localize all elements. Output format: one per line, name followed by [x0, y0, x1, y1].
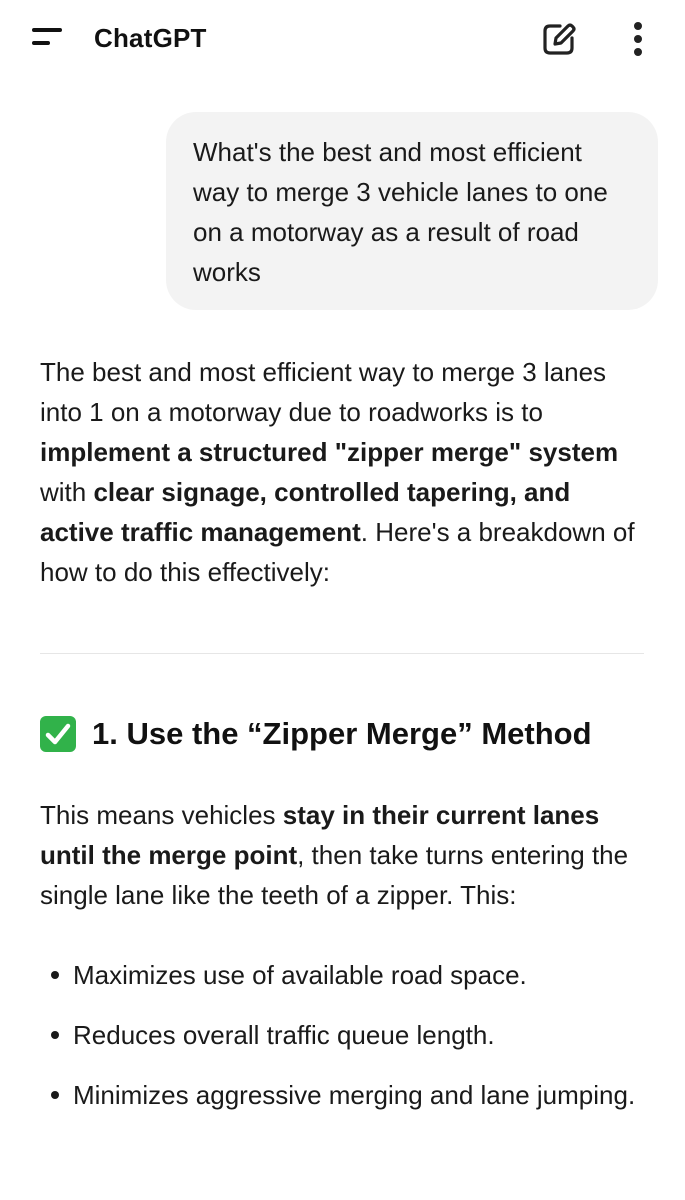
new-chat-icon[interactable] [538, 18, 580, 60]
bullet-icon [51, 971, 59, 979]
more-options-icon[interactable] [622, 18, 654, 60]
check-mark-icon [40, 716, 76, 752]
assistant-intro-paragraph [40, 352, 648, 592]
para-text-1: This means vehicles [40, 800, 283, 830]
user-message-bubble [166, 112, 658, 310]
bullet-icon [51, 1091, 59, 1099]
para-bold-1: stay in their current lanes until the merge point [40, 800, 600, 870]
list-item-text: Minimizes aggressive merging and lane jumping. [73, 1080, 636, 1110]
benefits-list [40, 955, 648, 1135]
list-item [40, 955, 648, 995]
intro-text-3: . Here's a breakdown of how to do this effectively: [40, 517, 635, 587]
para-text-2: , then take turns entering the single lane like the teeth of a zipper. This: [40, 840, 629, 910]
top-bar [0, 0, 685, 78]
list-item-text: Reduces overall traffic queue length. [73, 1020, 495, 1050]
section-heading [40, 712, 660, 756]
user-message-text: What's the best and most efficient way to merge 3 vehicle lanes to one on a motorway as a result of road works [193, 137, 608, 287]
intro-bold-1: implement a structured "zipper merge" system [40, 437, 619, 467]
menu-icon[interactable] [30, 26, 64, 50]
list-item [40, 1075, 648, 1115]
section-paragraph [40, 795, 648, 915]
section-heading-text: 1. Use the “Zipper Merge” Method [92, 716, 592, 751]
intro-text-1: The best and most efficient way to merge 3 lanes into 1 on a motorway due to roadworks is to [40, 357, 607, 427]
intro-text-2: with [40, 477, 94, 507]
list-item [40, 1015, 648, 1055]
assistant-message [40, 352, 648, 592]
intro-bold-2: clear signage, controlled tapering, and active traffic management [40, 477, 571, 547]
app-title: ChatGPT [94, 23, 207, 53]
list-item-text: Maximizes use of available road space. [73, 960, 527, 990]
bullet-icon [51, 1031, 59, 1039]
section-divider [40, 653, 644, 654]
